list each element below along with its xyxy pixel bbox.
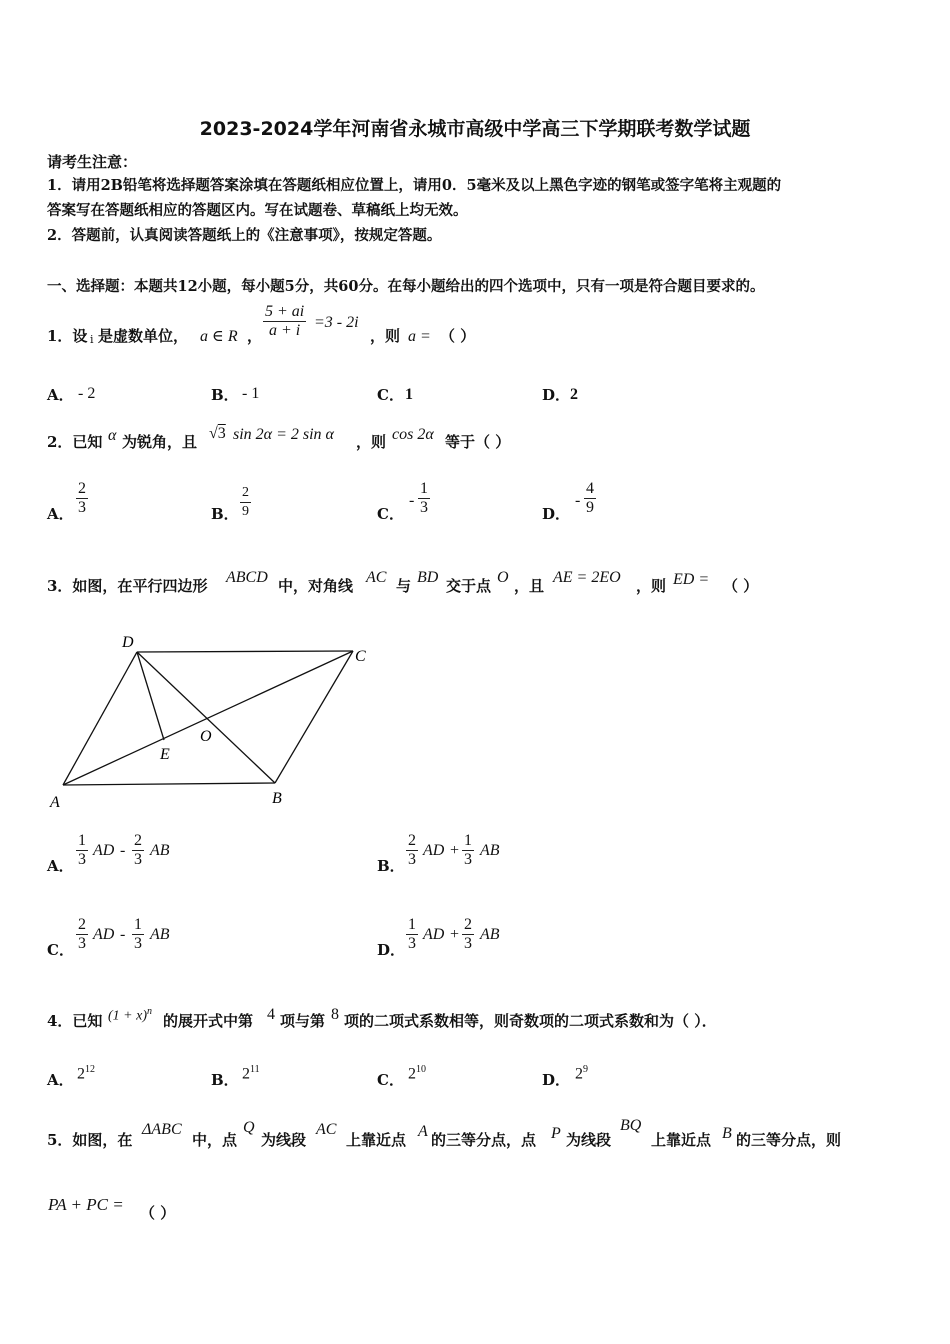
q2-mid: 为锐角，且 [122, 433, 198, 451]
q4-d-exp: 9 [583, 1064, 588, 1075]
q1-option-d[interactable]: 2 [570, 386, 578, 403]
q3-c-v1: AD [93, 926, 115, 943]
q4-option-a[interactable] [77, 1060, 95, 1084]
notice-heading: 请考生注意： [47, 153, 138, 171]
label-a: A [50, 794, 60, 811]
q3-o: O [497, 569, 509, 586]
q5-a: A [418, 1123, 428, 1140]
q4-expr-base: (1 + x) [108, 1008, 147, 1024]
q1-fraction [263, 303, 306, 340]
q3-paren: （ ） [723, 577, 759, 595]
q3-b-n1: 2 [408, 832, 416, 849]
q2-option-c[interactable] [418, 480, 430, 517]
q4-a-base: 2 [77, 1065, 85, 1083]
q2-sqrt-value: 3 [217, 425, 226, 442]
q2-suffix: ，则 [356, 433, 387, 451]
q4-option-c[interactable] [408, 1060, 426, 1084]
q2-option-b-label: B． [211, 505, 239, 523]
q1-equation: =3 - 2i [314, 314, 359, 331]
q1-i: i [90, 333, 94, 346]
q3-option-c-label: C． [47, 941, 74, 959]
q5-t5: 为线段 [566, 1131, 612, 1149]
q2-option-a-num: 2 [78, 480, 86, 497]
q5-t2: 为线段 [261, 1131, 307, 1149]
q3-d-d1: 3 [408, 935, 416, 952]
q4-option-d[interactable] [575, 1060, 588, 1084]
q3-c-n2: 1 [134, 916, 142, 933]
q2-option-a-den: 3 [78, 499, 86, 516]
q5-q: Q [243, 1119, 255, 1136]
q3-d-n2: 2 [464, 916, 472, 933]
q2-option-b[interactable] [240, 484, 251, 521]
q2-prefix: 2．已知 [47, 433, 103, 451]
q5-expression: PA + PC = [48, 1195, 124, 1214]
q2-option-a[interactable] [76, 480, 88, 517]
q5-prefix: 5．如图，在 [47, 1131, 133, 1149]
q1-comma: ， [247, 327, 263, 345]
q1-option-a[interactable]: - 2 [78, 385, 96, 402]
q3-option-b[interactable] [406, 826, 546, 876]
q1-suffix: ，则 [370, 327, 401, 345]
q4-option-c-label: C． [377, 1071, 404, 1089]
q3-c-op: - [120, 926, 126, 943]
section-heading: 一、选择题：本题共12小题，每小题5分，共60分。在每小题给出的四个选项中，只有一项是符合题目要求的。 [47, 278, 765, 295]
q5-b: B [722, 1125, 732, 1142]
q3-c-v2: AB [150, 926, 170, 943]
q1-cond: a ∈ R [200, 328, 238, 345]
q2-option-d[interactable] [584, 480, 596, 517]
q1-prefix: 1．设 [47, 327, 88, 345]
diagonal-ac [63, 651, 353, 785]
q4-expression [108, 1002, 152, 1027]
q4-d-base: 2 [575, 1065, 583, 1083]
label-o: O [200, 728, 212, 745]
q5-t4: 的三等分点，点 [431, 1131, 537, 1149]
q5-t7: 的三等分点，则 [736, 1131, 842, 1149]
q5-bq: BQ [620, 1117, 642, 1134]
q4-option-b[interactable] [242, 1060, 260, 1084]
q2-option-d-label: D． [542, 505, 571, 523]
q3-d-op: + [450, 926, 460, 943]
q3-option-b-label: B． [377, 857, 405, 875]
q4-option-a-label: A． [47, 1071, 74, 1089]
q3-option-d[interactable] [406, 910, 546, 960]
notice-line-1b: 答案写在答题纸相应的答题区内。写在试题卷、草稿纸上均无效。 [47, 202, 468, 219]
q3-shape: ABCD [226, 569, 268, 586]
q3-a-n2: 2 [134, 832, 142, 849]
q1-option-b[interactable]: - 1 [242, 385, 260, 402]
q1-option-d-label: D． [542, 386, 571, 404]
q1-option-a-label: A． [47, 386, 74, 404]
q3-c-d2: 3 [134, 935, 142, 952]
q1-option-c[interactable]: 1 [405, 386, 413, 403]
q2-tail: 等于（ ） [445, 433, 511, 451]
q1-frac-den: a + i [263, 321, 306, 340]
q2-alpha: α [108, 427, 117, 444]
page-title: 2023-2024学年河南省永城市高级中学高三下学期联考数学试题 [199, 118, 751, 140]
q4-t2: 项与第 [280, 1012, 326, 1030]
q3-option-d-label: D． [377, 941, 406, 959]
q3-d-v1: AD [423, 926, 445, 943]
q1-option-b-label: B． [211, 386, 239, 404]
q1-mid: 是虚数单位， [98, 327, 189, 345]
q4-b-exp: 11 [250, 1064, 260, 1075]
q4-option-d-label: D． [542, 1071, 571, 1089]
q5-ac: AC [316, 1121, 337, 1138]
q4-expr-exp: n [147, 1006, 152, 1017]
q3-b-d2: 3 [464, 851, 472, 868]
q3-t2: 与 [396, 577, 412, 595]
q3-t1: 中，对角线 [278, 577, 354, 595]
parallelogram-figure [40, 625, 380, 815]
q3-a-n1: 1 [78, 832, 86, 849]
edge-cd [137, 651, 353, 652]
q4-c-exp: 10 [416, 1064, 426, 1075]
q3-t3: 交于点 [446, 577, 492, 595]
q3-d-n1: 1 [408, 916, 416, 933]
q2-option-c-sign: - [409, 492, 415, 509]
label-d: D [122, 634, 134, 651]
q2-sqrt-sign: √3 [209, 425, 226, 442]
q2-option-b-den: 9 [242, 504, 249, 519]
edge-da [63, 652, 137, 785]
q2-option-c-num: 1 [420, 480, 428, 497]
q4-option-b-label: B． [211, 1071, 239, 1089]
q4-b-base: 2 [242, 1065, 250, 1083]
q3-c-n1: 2 [78, 916, 86, 933]
q2-option-d-den: 9 [586, 499, 594, 516]
q3-a-v1: AD [93, 842, 115, 859]
q4-c-base: 2 [408, 1065, 416, 1083]
q3-t5: ，则 [636, 577, 667, 595]
q5-triangle: ΔABC [142, 1121, 182, 1138]
q2-option-a-label: A． [47, 505, 74, 523]
label-c: C [355, 648, 366, 665]
q2-equation: sin 2α = 2 sin α [233, 426, 334, 443]
q4-a-exp: 12 [85, 1064, 95, 1075]
q3-bd: BD [417, 569, 439, 586]
q4-prefix: 4．已知 [47, 1012, 103, 1030]
q3-b-v2: AB [480, 842, 500, 859]
q3-ac: AC [366, 569, 387, 586]
q1-option-c-label: C． [377, 386, 404, 404]
q1-frac-num: 5 + ai [265, 303, 305, 320]
q5-paren: （ ） [140, 1204, 176, 1222]
notice-line-1: 1．请用2B铅笔将选择题答案涂填在答题纸相应位置上，请用0．5毫米及以上黑色字迹的钢笔或签字笔将主观题的 [47, 177, 782, 194]
q2-option-c-den: 3 [420, 499, 428, 516]
q5-t1: 中，点 [192, 1131, 238, 1149]
q1-paren: （ ） [440, 327, 476, 345]
q5-t6: 上靠近点 [651, 1131, 712, 1149]
q2-option-d-num: 4 [586, 480, 594, 497]
q4-t1: 的展开式中第 [163, 1012, 254, 1030]
edge-bc [275, 651, 353, 783]
q3-a-op: - [120, 842, 126, 859]
q3-a-d2: 3 [134, 851, 142, 868]
label-e: E [160, 746, 170, 763]
q3-prefix: 3．如图，在平行四边形 [47, 577, 208, 595]
q3-ask: ED = [673, 571, 710, 588]
q2-option-b-num: 2 [242, 485, 249, 500]
q3-b-v1: AD [423, 842, 445, 859]
notice-line-2: 2．答题前，认真阅读答题纸上的《注意事项》，按规定答题。 [47, 227, 442, 244]
label-b: B [272, 790, 282, 807]
q3-a-d1: 3 [78, 851, 86, 868]
q4-k1: 4 [267, 1006, 275, 1023]
q2-option-c-label: C． [377, 505, 404, 523]
q3-b-d1: 3 [408, 851, 416, 868]
q1-ask: a = [408, 328, 431, 345]
q3-option-a-label: A． [47, 857, 74, 875]
q3-b-n2: 1 [464, 832, 472, 849]
edge-ab [63, 783, 275, 785]
q3-d-v2: AB [480, 926, 500, 943]
q3-c-d1: 3 [78, 935, 86, 952]
q5-p: P [551, 1125, 561, 1142]
q5-t3: 上靠近点 [346, 1131, 407, 1149]
q2-option-d-sign: - [575, 492, 581, 509]
q3-t4: ，且 [514, 577, 545, 595]
q2-ask: cos 2α [392, 426, 434, 443]
q3-a-v2: AB [150, 842, 170, 859]
q4-t3: 项的二项式系数相等，则奇数项的二项式系数和为（ ）． [344, 1012, 717, 1030]
q3-option-a[interactable] [76, 826, 216, 876]
q3-b-op: + [450, 842, 460, 859]
q4-k2: 8 [331, 1006, 339, 1023]
q3-d-d2: 3 [464, 935, 472, 952]
q3-cond: AE = 2EO [553, 569, 621, 586]
q3-option-c[interactable] [76, 910, 216, 960]
